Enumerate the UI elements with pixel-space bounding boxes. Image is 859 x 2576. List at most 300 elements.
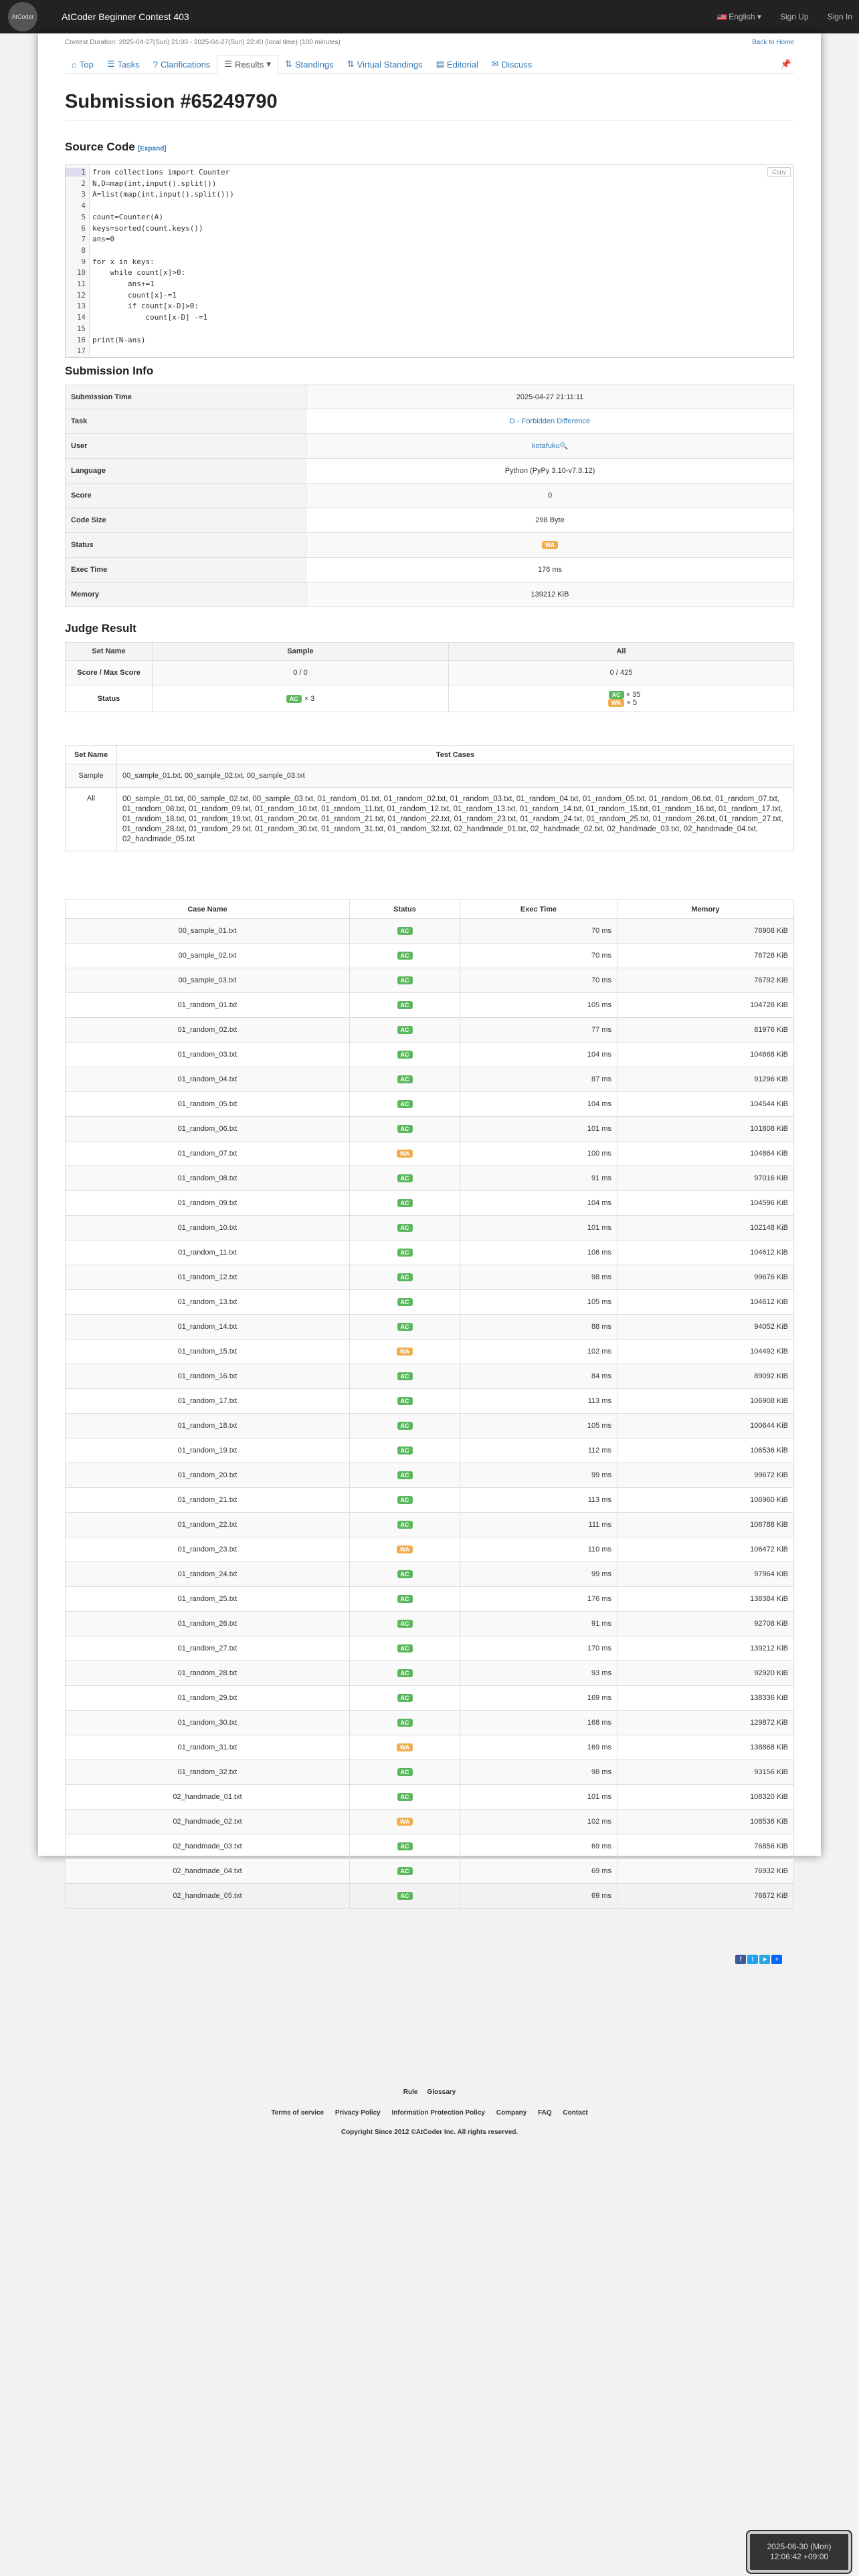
info-label: Status xyxy=(66,533,306,557)
logo-text: AtCoder xyxy=(11,13,34,20)
header-all: All xyxy=(616,647,626,655)
case-status xyxy=(350,1339,460,1364)
status-badge: AC xyxy=(397,1199,413,1207)
memory: 97016 KiB xyxy=(754,1174,788,1182)
info-value-text[interactable]: kotafuku xyxy=(531,442,560,450)
main-container xyxy=(38,33,821,1963)
exec-time-cell xyxy=(460,1711,617,1735)
case-status xyxy=(350,1884,460,1908)
tab-label: Top xyxy=(79,59,94,70)
tab-results[interactable] xyxy=(217,55,278,74)
case-name: 01_random_13.txt xyxy=(177,1298,237,1306)
footer-link-glossary[interactable]: Glossary xyxy=(427,2088,456,2096)
case-name: 01_random_21.txt xyxy=(177,1496,237,1504)
telegram-icon[interactable]: ➤ xyxy=(759,1955,770,1964)
case-status xyxy=(350,1760,460,1784)
tab-top[interactable] xyxy=(65,55,100,74)
info-label: Language xyxy=(66,459,306,483)
case-name-cell xyxy=(66,1463,350,1487)
tab-tasks[interactable] xyxy=(100,55,147,74)
status-badge: AC xyxy=(397,927,413,935)
memory: 106536 KiB xyxy=(750,1446,788,1455)
memory: 92920 KiB xyxy=(754,1669,788,1677)
table-row xyxy=(65,1438,794,1463)
case-name: 01_random_20.txt xyxy=(177,1471,237,1479)
table-row xyxy=(65,1290,794,1315)
info-row xyxy=(65,459,794,484)
case-name-cell xyxy=(66,1488,350,1512)
exec-time-cell xyxy=(460,1166,617,1190)
info-row xyxy=(65,385,794,409)
table-row xyxy=(65,1364,794,1389)
memory-cell xyxy=(617,1488,793,1512)
status-badge: AC xyxy=(397,1026,413,1034)
table-row xyxy=(65,1513,794,1537)
table-row xyxy=(65,1488,794,1513)
memory-cell xyxy=(617,1834,793,1858)
cases-header-cell: Memory xyxy=(691,905,720,914)
exec-time-cell xyxy=(460,919,617,943)
info-row xyxy=(65,558,794,582)
sets-header-row xyxy=(65,745,794,764)
exec-time-cell xyxy=(460,1142,617,1166)
book-icon: ▤ xyxy=(436,59,444,69)
copy-button[interactable]: Copy xyxy=(767,167,791,177)
wa-badge: WA xyxy=(608,699,625,707)
fixed-clock xyxy=(747,2531,851,2573)
info-value-text[interactable]: D - Forbidden Difference xyxy=(509,417,591,425)
case-status xyxy=(350,1092,460,1116)
memory: 81976 KiB xyxy=(754,1026,788,1034)
exec-time-cell xyxy=(460,1067,617,1091)
code-line: if count[x-D]>0: xyxy=(92,302,199,311)
tab-label: Tasks xyxy=(117,59,140,70)
case-status xyxy=(350,1290,460,1314)
memory-cell xyxy=(617,1735,793,1759)
tab-editorial[interactable] xyxy=(430,55,485,74)
table-row xyxy=(65,1884,794,1909)
line-number: 6 xyxy=(81,223,86,233)
status-badge: WA xyxy=(397,1545,413,1553)
memory: 104544 KiB xyxy=(750,1100,788,1108)
exec-time: 69 ms xyxy=(591,1892,611,1900)
contest-tabs xyxy=(65,55,794,74)
table-row xyxy=(65,1686,794,1711)
exec-time: 104 ms xyxy=(587,1100,611,1108)
case-name-cell xyxy=(66,1216,350,1240)
table-row xyxy=(65,1018,794,1043)
table-row xyxy=(65,1315,794,1339)
line-number: 11 xyxy=(76,280,86,288)
memory-cell xyxy=(617,944,793,968)
memory-cell xyxy=(617,1315,793,1339)
footer-link-faq[interactable]: FAQ xyxy=(538,2109,552,2117)
code-line: N,D=map(int,input().split()) xyxy=(92,179,217,188)
memory-cell xyxy=(617,1166,793,1190)
table-row xyxy=(65,1166,794,1191)
signup-link[interactable]: Sign Up xyxy=(779,12,809,21)
table-row xyxy=(65,1142,794,1166)
memory: 104864 KiB xyxy=(750,1150,788,1158)
memory: 76872 KiB xyxy=(754,1892,788,1900)
case-status xyxy=(350,1859,460,1883)
exec-time-cell xyxy=(460,1562,617,1586)
exec-time: 87 ms xyxy=(591,1075,611,1083)
case-name: 02_handmade_02.txt xyxy=(173,1818,242,1826)
all-wa-line xyxy=(608,699,637,707)
info-value-text: 298 Byte xyxy=(535,516,565,524)
memory: 101808 KiB xyxy=(750,1125,788,1133)
case-name: 01_random_01.txt xyxy=(177,1001,237,1009)
share-plus-icon[interactable]: + xyxy=(771,1955,782,1964)
exec-time: 101 ms xyxy=(587,1125,611,1133)
footer-links-1 xyxy=(0,2088,859,2096)
info-row xyxy=(65,508,794,533)
line-number: 13 xyxy=(76,302,86,311)
info-row xyxy=(65,484,794,508)
memory: 138868 KiB xyxy=(750,1743,788,1751)
case-status xyxy=(350,1463,460,1487)
case-name: 01_random_17.txt xyxy=(177,1397,237,1405)
memory-cell xyxy=(617,1290,793,1314)
status-badge: AC xyxy=(397,1521,413,1529)
list-icon: ☰ xyxy=(106,59,115,69)
line-gutter xyxy=(66,165,90,357)
back-to-home-link[interactable]: Back to Home xyxy=(752,39,794,46)
table-row xyxy=(65,1339,794,1364)
exec-time: 168 ms xyxy=(587,1719,611,1727)
line-number: 10 xyxy=(76,268,86,278)
table-row xyxy=(65,1241,794,1265)
exec-time: 99 ms xyxy=(591,1570,611,1578)
status-badge: AC xyxy=(397,1224,413,1232)
status-badge: WA xyxy=(397,1150,413,1158)
exec-time-cell xyxy=(460,1537,617,1562)
info-value-text: 139212 KiB xyxy=(531,591,569,599)
memory: 76932 KiB xyxy=(754,1867,788,1875)
memory-cell xyxy=(617,1513,793,1537)
memory-cell xyxy=(617,1810,793,1834)
divider xyxy=(65,120,794,121)
table-row xyxy=(65,944,794,968)
tab-label: Virtual Standings xyxy=(357,59,423,70)
case-name: 01_random_05.txt xyxy=(177,1100,237,1108)
memory: 129872 KiB xyxy=(750,1719,788,1727)
tab-clarifications[interactable] xyxy=(147,55,217,74)
memory-cell xyxy=(617,1859,793,1883)
case-name: 01_random_32.txt xyxy=(177,1768,237,1776)
case-status xyxy=(350,1686,460,1710)
case-name-cell xyxy=(66,1018,350,1042)
exec-time: 113 ms xyxy=(587,1496,611,1504)
exec-time-cell xyxy=(460,1265,617,1289)
case-name: 01_random_08.txt xyxy=(177,1174,237,1182)
case-name: 01_random_29.txt xyxy=(177,1694,237,1702)
case-status xyxy=(350,1513,460,1537)
footer-link-contact[interactable]: Contact xyxy=(563,2109,588,2117)
search-icon[interactable]: 🔍 xyxy=(559,442,569,450)
memory: 102148 KiB xyxy=(750,1224,788,1232)
judge-header-row xyxy=(65,642,794,661)
exec-time-cell xyxy=(460,1092,617,1116)
table-row xyxy=(65,1859,794,1884)
case-name: 01_random_22.txt xyxy=(177,1521,237,1529)
status-badge: AC xyxy=(397,1471,413,1479)
code-line: while count[x]>0: xyxy=(92,268,186,278)
pin-icon[interactable]: 📌 xyxy=(780,59,791,69)
exec-time-cell xyxy=(460,1315,617,1339)
table-row xyxy=(65,1414,794,1438)
exec-time: 169 ms xyxy=(587,1743,611,1751)
memory: 108536 KiB xyxy=(750,1818,788,1826)
case-status xyxy=(350,1389,460,1413)
tab-label: Standings xyxy=(294,59,334,70)
exec-time-cell xyxy=(460,1760,617,1784)
case-name-cell xyxy=(66,919,350,943)
case-name: 01_random_26.txt xyxy=(177,1620,237,1628)
case-name-cell xyxy=(66,1513,350,1537)
sort-icon: ⇅ xyxy=(284,59,292,69)
case-status xyxy=(350,1834,460,1858)
code-line: print(N-ans) xyxy=(92,335,146,344)
info-row xyxy=(65,434,794,459)
memory: 138336 KiB xyxy=(750,1694,788,1702)
signin-link[interactable]: Sign In xyxy=(827,12,852,21)
language-select[interactable]: English ▾ xyxy=(717,12,761,21)
case-status xyxy=(350,1562,460,1586)
case-status xyxy=(350,1018,460,1042)
case-name: 01_random_15.txt xyxy=(177,1348,237,1356)
memory-cell xyxy=(617,1463,793,1487)
exec-time-cell xyxy=(460,1735,617,1759)
case-name-cell xyxy=(66,944,350,968)
exec-time: 70 ms xyxy=(591,976,611,984)
table-row xyxy=(65,1216,794,1241)
info-label: Task xyxy=(66,409,306,433)
memory-cell xyxy=(617,1216,793,1240)
code-line: keys=sorted(count.keys()) xyxy=(92,223,203,233)
clock-date: 2025-06-30 (Mon) xyxy=(767,2542,832,2551)
code-line: count[x]-=1 xyxy=(92,290,177,300)
status-badge: AC xyxy=(397,1249,413,1257)
exec-time: 70 ms xyxy=(591,952,611,960)
info-label: Exec Time xyxy=(66,558,306,582)
tab-virtual-standings[interactable] xyxy=(341,55,430,74)
exec-time: 104 ms xyxy=(587,1051,611,1059)
case-name-cell xyxy=(66,1265,350,1289)
memory: 104668 KiB xyxy=(750,1051,788,1059)
exec-time: 105 ms xyxy=(587,1422,611,1430)
exec-time-cell xyxy=(460,1834,617,1858)
line-number: 7 xyxy=(81,235,86,244)
memory-cell xyxy=(617,1389,793,1413)
memory-cell xyxy=(617,1191,793,1215)
info-row xyxy=(65,409,794,434)
table-row xyxy=(65,1265,794,1290)
copyright: Copyright Since 2012 ©AtCoder Inc. All rights reserved. xyxy=(341,2129,518,2136)
case-name-cell xyxy=(66,1760,350,1784)
status-badge: AC xyxy=(397,1075,413,1083)
case-status xyxy=(350,1142,460,1166)
case-name-cell xyxy=(66,1537,350,1562)
line-number: 5 xyxy=(81,212,86,221)
table-row xyxy=(65,1760,794,1785)
info-value-text: 176 ms xyxy=(537,566,563,574)
ac-count: × 35 xyxy=(626,690,641,699)
case-name-cell xyxy=(66,1686,350,1710)
footer-link-privacy[interactable]: Privacy Policy xyxy=(335,2109,381,2117)
status-badge: WA xyxy=(397,1348,413,1356)
case-status xyxy=(350,1364,460,1388)
table-row xyxy=(65,1785,794,1810)
case-name: 01_random_23.txt xyxy=(177,1545,237,1553)
status-badge: AC xyxy=(397,1446,413,1455)
exec-time-cell xyxy=(460,1859,617,1883)
page-title: Submission #65249790 xyxy=(65,91,278,112)
case-status xyxy=(350,1166,460,1190)
sample-status xyxy=(153,685,449,712)
table-row xyxy=(65,1636,794,1661)
memory: 104596 KiB xyxy=(750,1199,788,1207)
info-value xyxy=(306,533,793,557)
case-status xyxy=(350,1711,460,1735)
exec-time: 77 ms xyxy=(591,1026,611,1034)
line-number: 12 xyxy=(76,290,86,300)
exec-time-cell xyxy=(460,1810,617,1834)
case-status xyxy=(350,1043,460,1067)
code-line: A=list(map(int,input().split())) xyxy=(92,190,234,199)
exec-time: 98 ms xyxy=(591,1768,611,1776)
navbar xyxy=(0,0,859,33)
case-status xyxy=(350,1537,460,1562)
memory-cell xyxy=(617,1785,793,1809)
status-badge: AC xyxy=(397,1372,413,1380)
case-status xyxy=(350,968,460,992)
memory: 138384 KiB xyxy=(750,1595,788,1603)
table-row xyxy=(65,1537,794,1562)
memory: 76908 KiB xyxy=(754,927,788,935)
footer-links-2 xyxy=(0,2109,859,2117)
contest-duration: Contest Duration: 2025-04-27(Sun) 21:00 - 2025-04-27(Sun) 22:40 (local time) (100 minutes) xyxy=(65,39,341,46)
case-status xyxy=(350,1315,460,1339)
case-name-cell xyxy=(66,1438,350,1463)
case-status xyxy=(350,944,460,968)
tab-standings[interactable] xyxy=(278,55,341,74)
footer-link-info-protection[interactable]: Information Protection Policy xyxy=(391,2109,485,2117)
header-sample: Sample xyxy=(153,643,449,660)
memory: 89092 KiB xyxy=(754,1372,788,1380)
code-line: from collections import Counter xyxy=(92,168,230,177)
code-line: ans=0 xyxy=(92,235,115,244)
status-badge: AC xyxy=(397,1273,413,1281)
expand-link[interactable]: [Expand] xyxy=(137,145,167,152)
status-badge: AC xyxy=(397,1298,413,1306)
case-name: 01_random_04.txt xyxy=(177,1075,237,1083)
info-value-text: 2025-04-27 21:11:11 xyxy=(516,393,584,401)
set-cases: 00_sample_01.txt, 00_sample_02.txt, 00_sample_03.txt, 01_random_01.txt, 01_random_02.txt, 01_random_03.txt, 01_random_04.txt, 01_random_05.txt, 01_random_06.txt, 01_random_07.txt, 01_random_08.txt, 01_random_09.txt, 01_random_10.txt, 01_random_11.txt, 01_random_12.txt, 01_random_13.txt, 01_random_14.txt, 01_random_15.txt, 01_random_16.txt, 01_random_17.txt, 01_random_18.txt, 01_random_19.txt, 01_random_20.txt, 01_random_21.txt, 01_random_22.txt, 01_random_23.txt, 01_random_24.txt, 01_random_25.txt, 01_random_26.txt, 01_random_27.txt, 01_random_28.txt, 01_random_29.txt, 01_random_30.txt, 01_random_31.txt, 01_random_32.txt, 02_handmade_01.txt, 02_handmade_02.txt, 02_handmade_03.txt, 02_handmade_04.txt, 02_handmade_05.txt xyxy=(122,795,783,843)
exec-time-cell xyxy=(460,1290,617,1314)
table-row xyxy=(65,1661,794,1686)
case-name-cell xyxy=(66,1290,350,1314)
info-value xyxy=(306,459,793,483)
memory-cell xyxy=(617,1438,793,1463)
footer-link-terms[interactable]: Terms of service xyxy=(271,2109,324,2117)
table-row xyxy=(65,1389,794,1414)
exec-time: 91 ms xyxy=(591,1620,611,1628)
footer-link-rule[interactable]: Rule xyxy=(403,2088,418,2096)
case-name-cell xyxy=(66,1612,350,1636)
case-name-cell xyxy=(66,1043,350,1067)
table-row xyxy=(65,919,794,944)
exec-time: 102 ms xyxy=(587,1348,611,1356)
status-badge: AC xyxy=(397,1100,413,1108)
wa-count: × 5 xyxy=(626,698,638,707)
status-badge: AC xyxy=(397,1496,413,1504)
case-name-cell xyxy=(66,1241,350,1265)
case-status xyxy=(350,1438,460,1463)
case-status xyxy=(350,1265,460,1289)
source-code-block xyxy=(65,165,794,358)
twitter-icon[interactable]: t xyxy=(747,1955,758,1964)
memory-cell xyxy=(617,1092,793,1116)
case-status xyxy=(350,1191,460,1215)
status-badge: AC xyxy=(397,1397,413,1405)
case-name: 01_random_19.txt xyxy=(177,1446,237,1455)
exec-time: 169 ms xyxy=(587,1694,611,1702)
caret-down-icon: ▾ xyxy=(266,59,271,69)
info-value xyxy=(306,558,793,582)
case-status xyxy=(350,1810,460,1834)
info-value xyxy=(306,484,793,508)
exec-time: 105 ms xyxy=(587,1298,611,1306)
case-name-cell xyxy=(66,1315,350,1339)
case-name: 01_random_27.txt xyxy=(177,1644,237,1652)
case-name: 00_sample_02.txt xyxy=(178,952,237,960)
table-row xyxy=(65,1612,794,1636)
case-name-cell xyxy=(66,968,350,992)
case-status xyxy=(350,1661,460,1685)
case-status xyxy=(350,1785,460,1809)
memory-cell xyxy=(617,1884,793,1908)
case-status xyxy=(350,1735,460,1759)
memory-cell xyxy=(617,1587,793,1611)
atcoder-logo[interactable] xyxy=(8,2,37,31)
set-cases: 00_sample_01.txt, 00_sample_02.txt, 00_sample_03.txt xyxy=(122,772,305,780)
status-badge: AC xyxy=(397,1694,413,1702)
case-name-cell xyxy=(66,1810,350,1834)
tab-discuss[interactable] xyxy=(485,55,539,74)
memory-cell xyxy=(617,993,793,1017)
facebook-icon[interactable]: f xyxy=(735,1955,746,1964)
memory-cell xyxy=(617,919,793,943)
footer-link-company[interactable]: Company xyxy=(496,2109,527,2117)
info-label: User xyxy=(66,434,306,458)
memory-cell xyxy=(617,1142,793,1166)
status-badge: AC xyxy=(397,1174,413,1182)
info-value xyxy=(306,434,793,458)
memory-cell xyxy=(617,1265,793,1289)
language-label: English xyxy=(729,12,755,21)
memory-cell xyxy=(617,1562,793,1586)
set-name: All xyxy=(66,788,117,851)
exec-time: 88 ms xyxy=(591,1323,611,1331)
table-row xyxy=(65,1562,794,1587)
exec-time-cell xyxy=(460,1414,617,1438)
memory: 106788 KiB xyxy=(750,1521,788,1529)
code-line: count[x-D] -=1 xyxy=(92,313,208,322)
contest-name[interactable]: AtCoder Beginner Contest 403 xyxy=(62,11,189,22)
table-row xyxy=(65,993,794,1018)
